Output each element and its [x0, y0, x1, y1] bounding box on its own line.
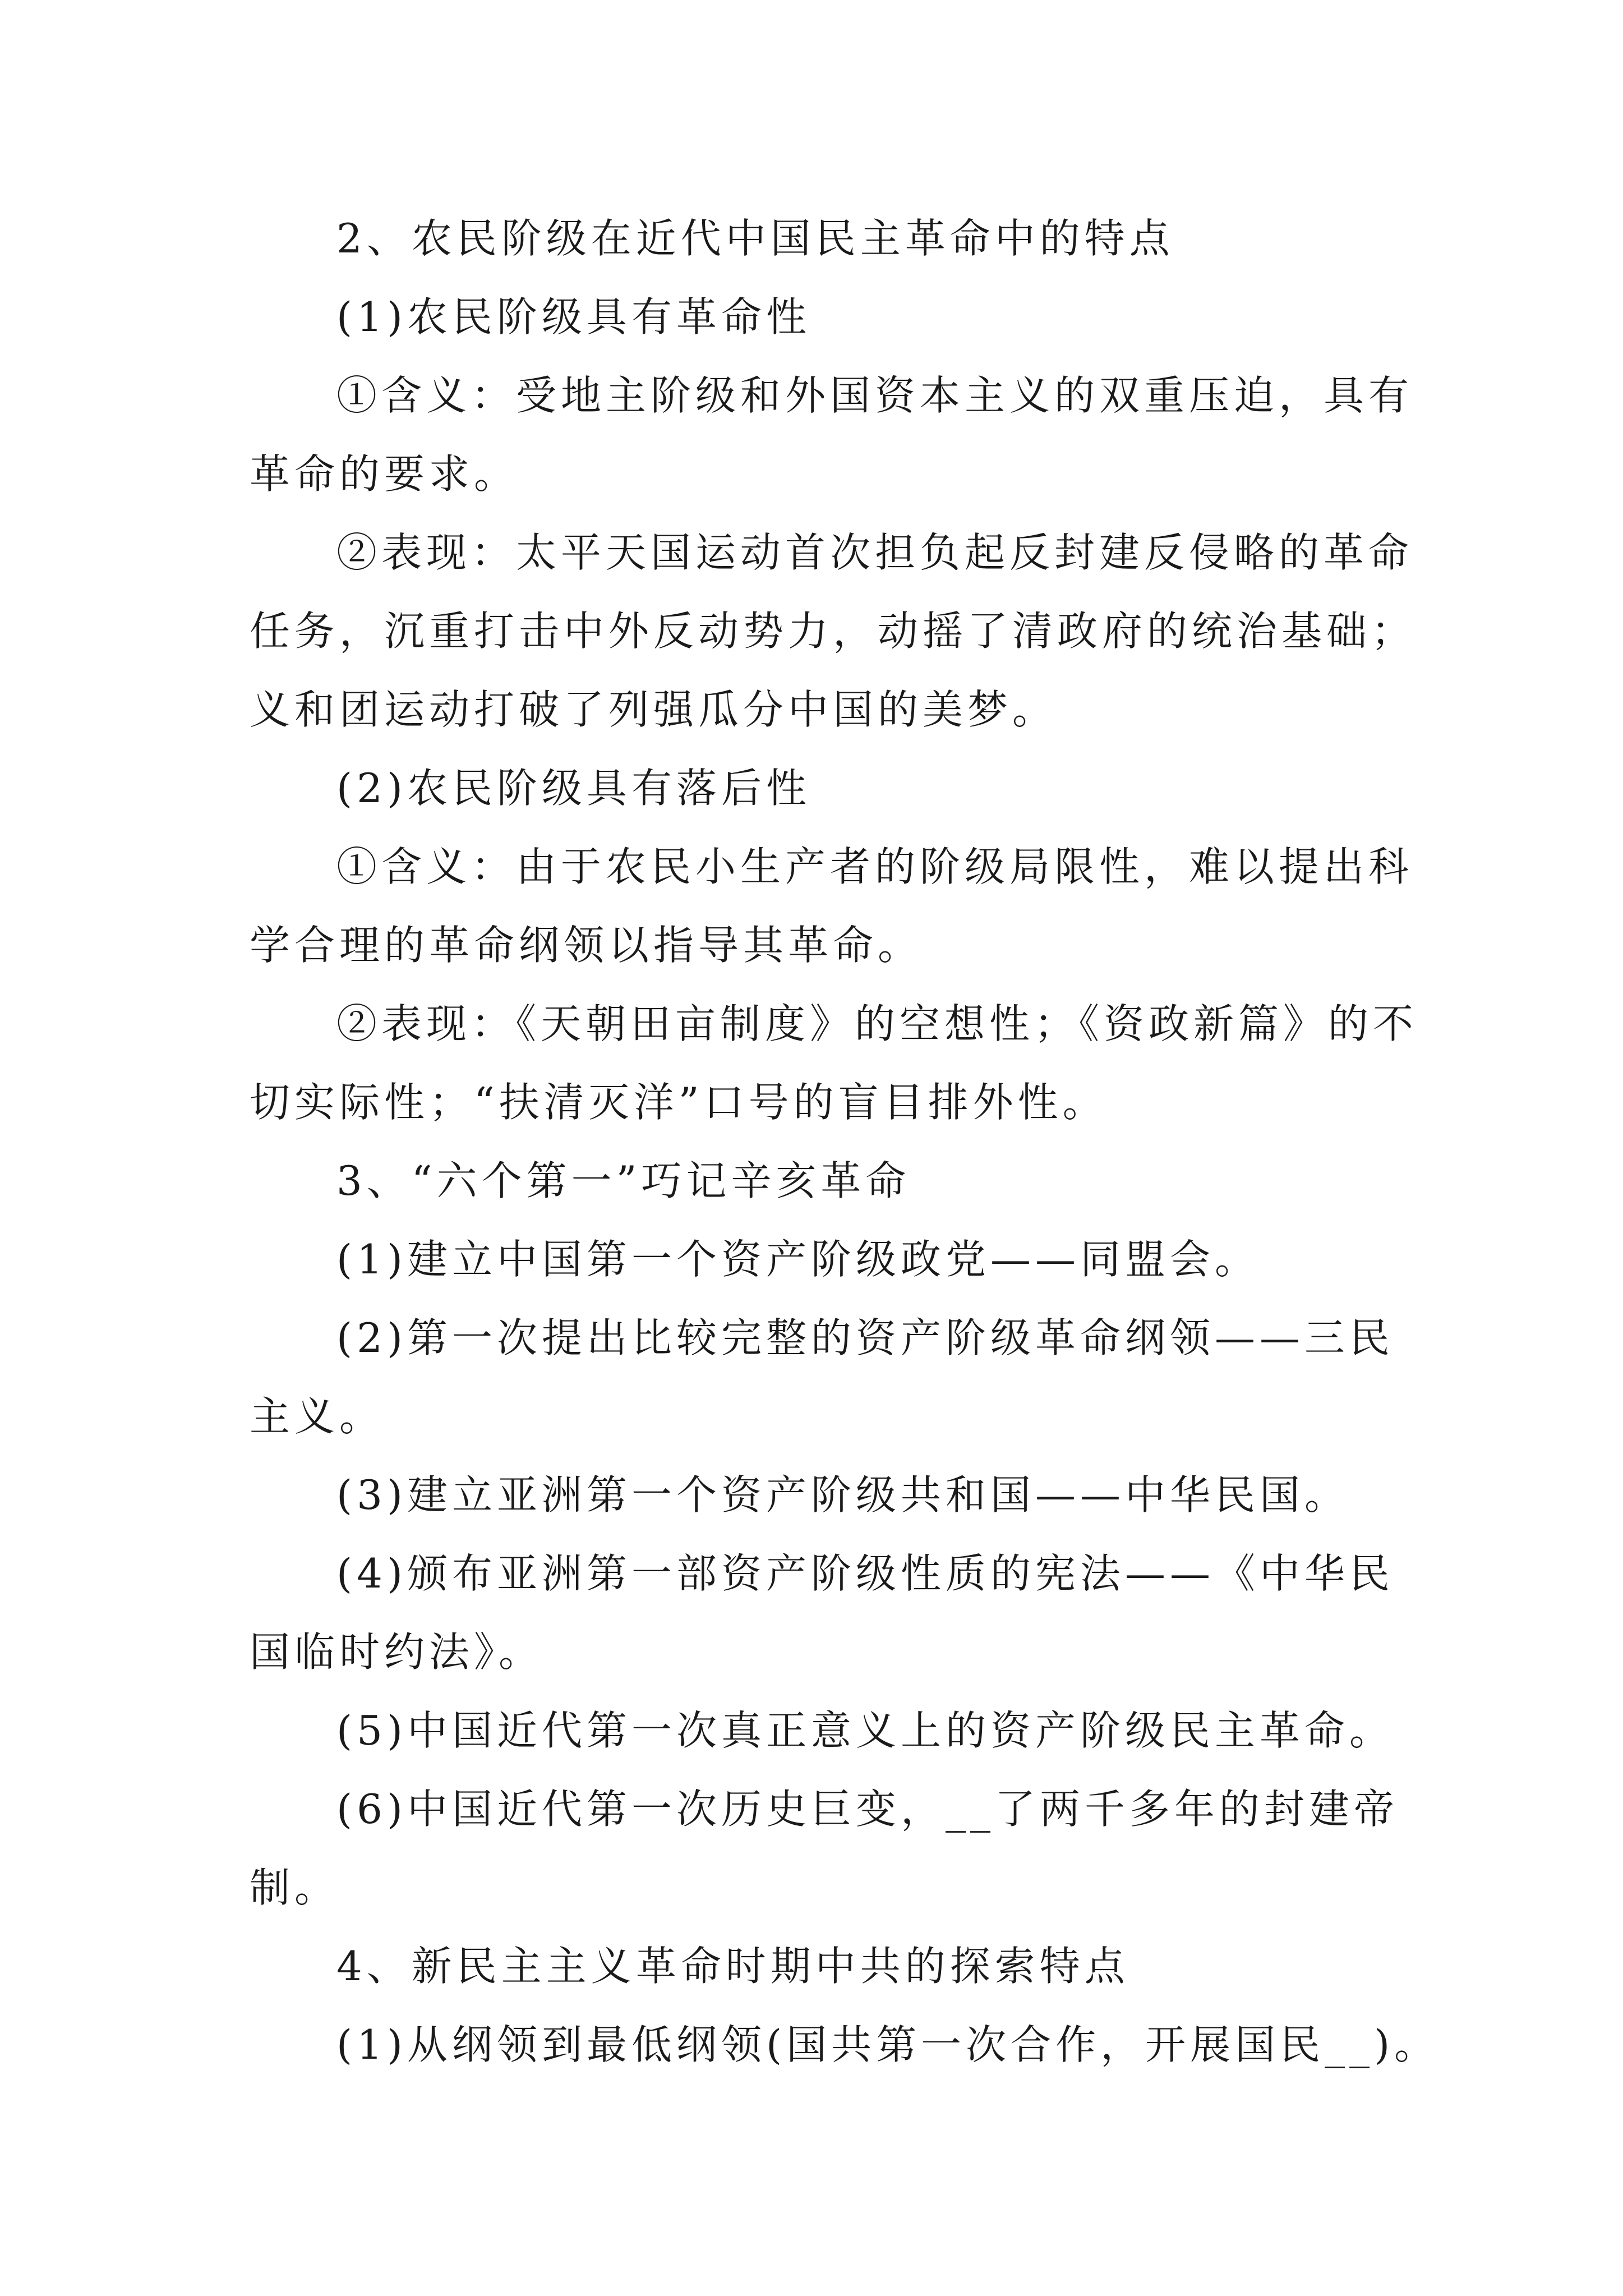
- list-item-continuation: 国临时约法》。: [250, 1628, 544, 1676]
- paragraph-line: ①含义：由于农民小生产者的阶级局限性，难以提出科: [336, 843, 1414, 890]
- list-item: (3)建立亚洲第一个资产阶级共和国——中华民国。: [336, 1471, 1349, 1519]
- paragraph-line: 切实际性；“扶清灭洋”口号的盲目排外性。: [250, 1079, 1108, 1126]
- paragraph-line: ②表现：《天朝田亩制度》的空想性；《资政新篇》的不: [336, 1000, 1418, 1047]
- paragraph-line: ①含义：受地主阶级和外国资本主义的双重压迫，具有: [336, 372, 1414, 419]
- list-item: (5)中国近代第一次真正意义上的资产阶级民主革命。: [336, 1707, 1394, 1754]
- subheading: (1)农民阶级具有革命性: [336, 293, 811, 341]
- section-heading: 2、农民阶级在近代中国民主革命中的特点: [336, 215, 1174, 262]
- list-item: (1)建立中国第一个资产阶级政党——同盟会。: [336, 1236, 1260, 1283]
- section-heading: 4、新民主主义革命时期中共的探索特点: [336, 1943, 1129, 1990]
- paragraph-line: 义和团运动打破了列强瓜分中国的美梦。: [250, 686, 1058, 733]
- paragraph-line: ②表现：太平天国运动首次担负起反封建反侵略的革命: [336, 529, 1414, 576]
- list-item-continuation: 制。: [250, 1864, 340, 1911]
- list-item-continuation: 主义。: [250, 1393, 385, 1440]
- list-item: (2)第一次提出比较完整的资产阶级革命纲领——三民: [336, 1314, 1394, 1361]
- paragraph-line: 任务，沉重打击中外反动势力，动摇了清政府的统治基础；: [250, 608, 1417, 655]
- paragraph-line: 学合理的革命纲领以指导其革命。: [250, 922, 923, 969]
- paragraph-line: 革命的要求。: [250, 450, 519, 498]
- section-heading: 3、“六个第一”巧记辛亥革命: [336, 1157, 911, 1204]
- list-item: (1)从纲领到最低纲领(国共第一次合作，开展国民__)。: [336, 2021, 1440, 2068]
- subheading: (2)农民阶级具有落后性: [336, 765, 811, 812]
- list-item: (4)颁布亚洲第一部资产阶级性质的宪法——《中华民: [336, 1550, 1394, 1597]
- list-item: (6)中国近代第一次历史巨变，__了两千多年的封建帝: [336, 1786, 1399, 1833]
